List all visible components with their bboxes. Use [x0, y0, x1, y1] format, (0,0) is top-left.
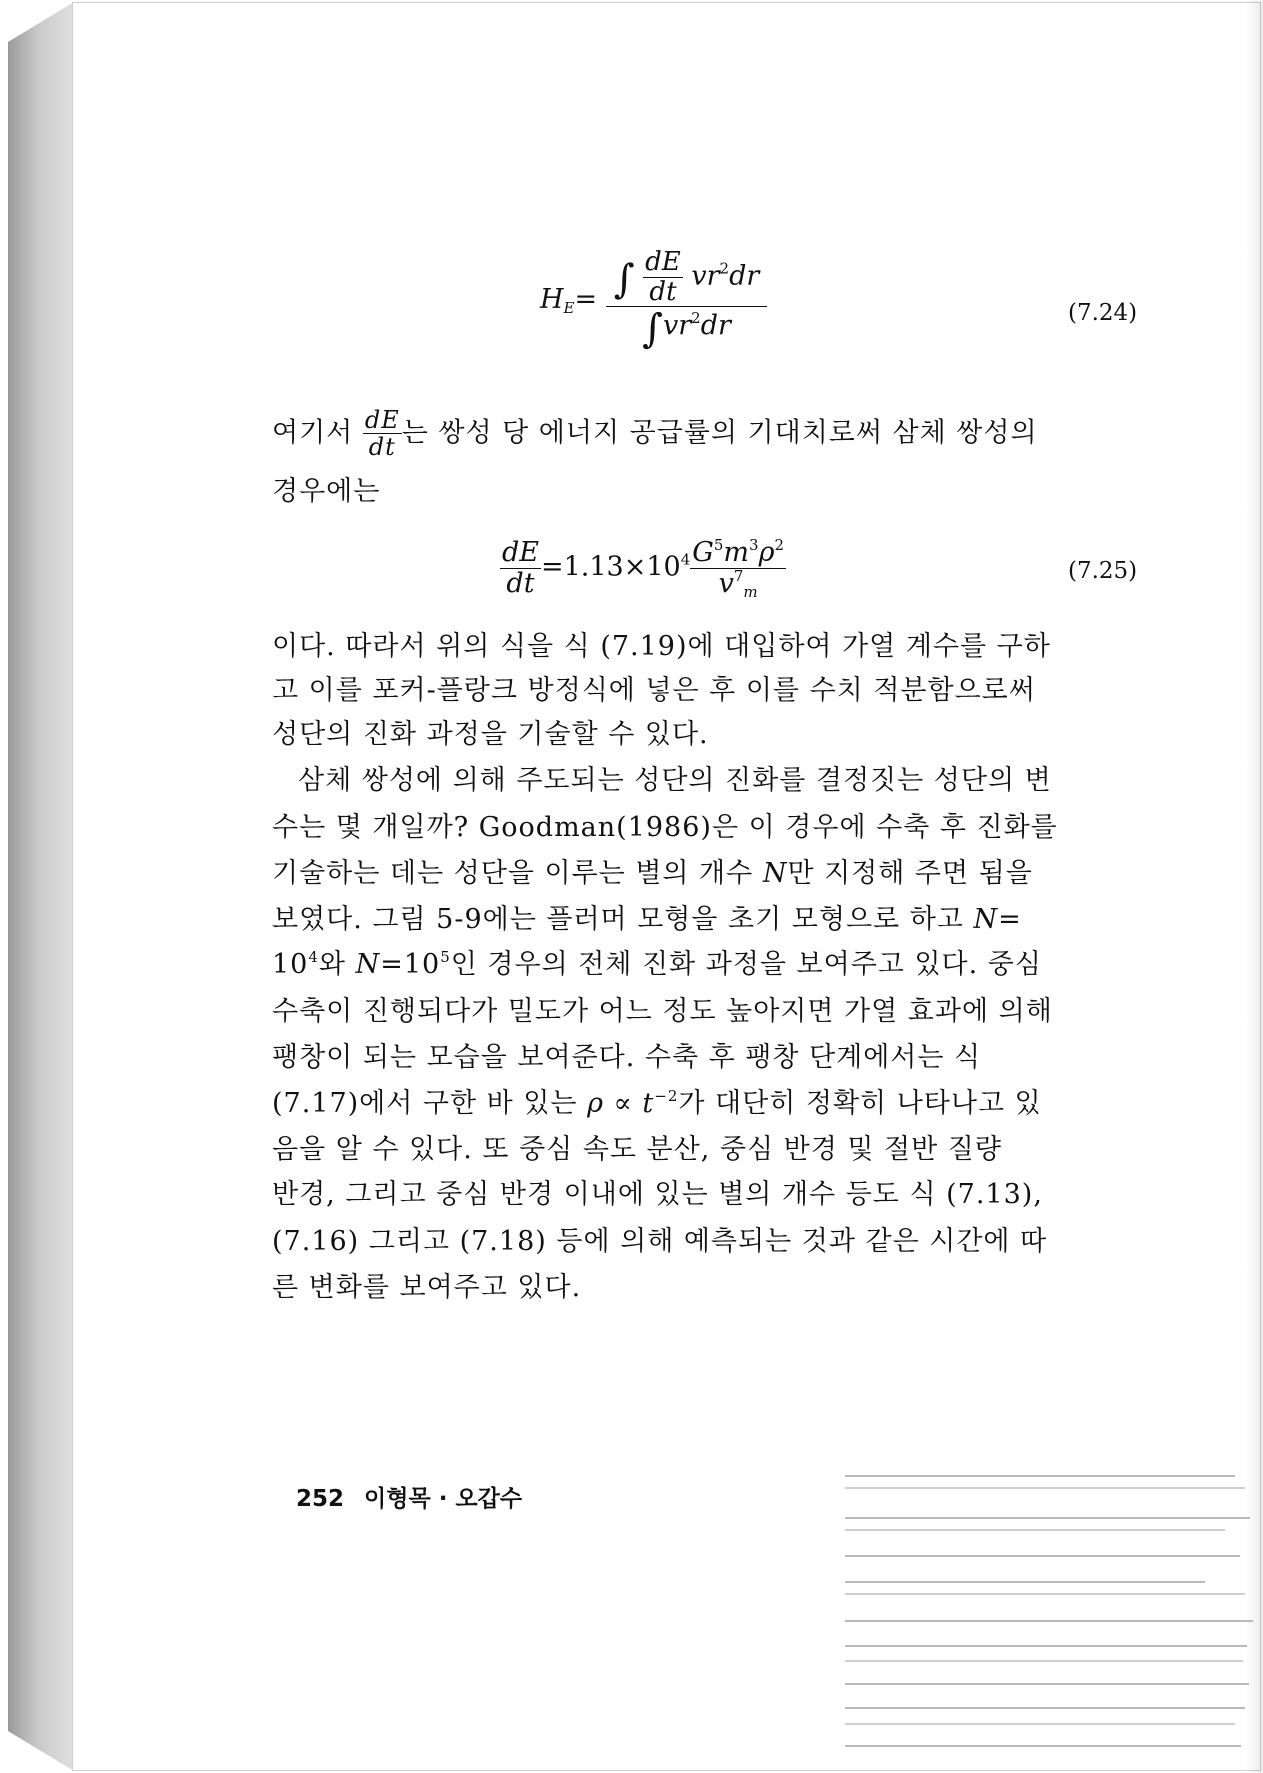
equation-7-24-number: (7.24): [1068, 300, 1138, 326]
book-spine-edge: [8, 2, 74, 1771]
paragraph-3-line-3: 기술하는 데는 성단을 이루는 별의 개수 N만 지정해 주면 됨을: [272, 858, 1033, 889]
paragraph-2-line-2: 고 이를 포커-플랑크 방정식에 넣은 후 이를 수치 적분함으로써: [272, 675, 1036, 706]
paragraph-3-line-10: 반경, 그리고 중심 반경 이내에 있는 별의 개수 등도 식 (7.13),: [272, 1179, 1043, 1210]
paragraph-1-line-1: 여기서 $\frac{dE}{dt}$ 는 쌍성 당 에너지 공급률의 기대치로써 삼체 쌍성의: [272, 406, 1038, 462]
paragraph-3-line-5: $10^4$와 $N=10^5$인 경우의 전체 진화 과정을 보여주고 있다. 중심: [272, 948, 1042, 980]
paragraph-3-line-8: (7.17)에서 구한 바 있는 $\rho \propto t^{-2}$가 대단히 정확히 나타나고 있: [272, 1087, 1042, 1119]
paragraph-3-line-6: 수축이 진행되다가 밀도가 어느 정도 높아지면 가열 효과에 의해: [272, 996, 1053, 1027]
footer-authors: 이형목 · 오갑수: [364, 1486, 523, 1512]
page-number: 252: [296, 1486, 345, 1512]
paragraph-3-line-2: 수는 몇 개일까? Goodman(1986)은 이 경우에 수축 후 진화를: [272, 812, 1058, 843]
paragraph-3-line-9: 음을 알 수 있다. 또 중심 속도 분산, 중심 반경 및 절반 질량: [272, 1134, 1002, 1165]
paragraph-1-line-2: 경우에는: [272, 476, 381, 507]
paragraph-2-line-3: 성단의 진화 과정을 기술할 수 있다.: [272, 719, 709, 750]
equation-7-25: $\frac{dE}{dt}$ $=1.13\times 10^4$ $\frac{G^5m^3\rho^2}{v^7_m}$: [502, 536, 784, 601]
equation-7-24: $H_E=$ ∫ $\frac{dE}{dt}$ $vr^2dr$ $\int vr^2dr$: [540, 248, 767, 351]
equation-7-25-number: (7.25): [1068, 558, 1138, 584]
scan-bleed-through-texture: [845, 1455, 1261, 1765]
paragraph-3-line-7: 팽창이 되는 모습을 보여준다. 수축 후 팽창 단계에서는 식: [272, 1042, 982, 1073]
paragraph-3-line-12: 른 변화를 보여주고 있다.: [272, 1272, 582, 1303]
page-footer: [296, 1480, 522, 1513]
equation-7-24-fraction: ∫ $\frac{dE}{dt}$ $vr^2dr$ $\int vr^2dr$: [606, 248, 768, 351]
paragraph-3-line-11: (7.16) 그리고 (7.18) 등에 의해 예측되는 것과 같은 시간에 따: [272, 1226, 1048, 1257]
paragraph-2-line-1: 이다. 따라서 위의 식을 식 (7.19)에 대입하여 가열 계수를 구하: [272, 631, 1051, 662]
paragraph-3-line-1: 삼체 쌍성에 의해 주도되는 성단의 진화를 결정짓는 성단의 변: [298, 765, 1052, 796]
paragraph-3-line-4: 보였다. 그림 5-9에는 플러머 모형을 초기 모형으로 하고 N=: [272, 904, 1022, 935]
